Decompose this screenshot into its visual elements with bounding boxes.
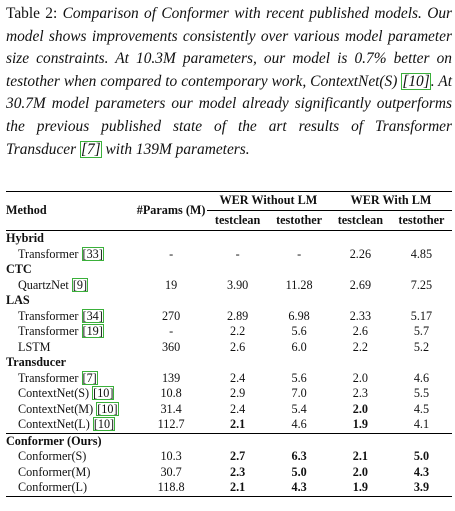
- table-row: [6, 324, 452, 340]
- table-row: [6, 465, 452, 481]
- method-name: ContextNet(S): [18, 386, 90, 400]
- method-cell: [6, 340, 135, 356]
- method-name: ContextNet(M): [18, 401, 94, 416]
- method-cell: [6, 449, 135, 465]
- params-cell: -: [169, 246, 174, 261]
- reference-link[interactable]: [10]: [93, 417, 115, 431]
- params-cell: 10.8: [160, 386, 182, 400]
- method-cell: [6, 278, 135, 294]
- params-cell: 30.7: [160, 464, 182, 479]
- table-row: [6, 371, 452, 387]
- method-cell: [6, 324, 135, 340]
- table-row: [6, 480, 452, 496]
- table-row: [6, 340, 452, 356]
- method-cell: [6, 465, 135, 481]
- caption-text-1: Comparison of Conformer with recent published models. Our model shows improvements consistently over various model parameter size constraints. At 10.3M parameters, our model is 0.7% better on testother when compared to contemporary work, ContextNet(S): [6, 5, 452, 90]
- wer-lm-testclean: 2.0: [352, 464, 368, 479]
- params-cell: 31.4: [160, 401, 182, 416]
- method-cell: [6, 247, 135, 263]
- table-row: [6, 247, 452, 263]
- group-label: Transducer: [6, 355, 67, 369]
- wer-nolm-testother: 5.4: [291, 401, 307, 416]
- wer-lm-testclean: 2.1: [352, 449, 368, 463]
- wer-nolm-testother: 5.0: [291, 464, 307, 479]
- method-name: Conformer(M): [18, 464, 91, 479]
- caption-text-2: . At 30.7M model parameters our model already significantly outperforms the previous published state of the art results of Transformer Transducer: [6, 72, 452, 158]
- table-row: [6, 417, 452, 433]
- wer-nolm-testclean: 2.3: [229, 464, 246, 479]
- reference-link[interactable]: [10]: [97, 401, 118, 416]
- method-name: Conformer(S): [18, 449, 87, 463]
- wer-lm-testother: 4.6: [413, 370, 430, 385]
- group-label: CTC: [6, 262, 32, 276]
- wer-nolm-testother: 6.3: [291, 449, 307, 463]
- method-name: Transformer: [18, 308, 79, 323]
- wer-nolm-testother: 5.6: [291, 324, 307, 338]
- method-name: Transformer: [18, 246, 79, 261]
- table-header: [6, 192, 452, 231]
- wer-nolm-testclean: 2.9: [229, 386, 246, 400]
- header-wer-with-lm: WER With LM: [330, 192, 452, 211]
- params-cell: 270: [161, 308, 181, 323]
- group-label: Hybrid: [6, 231, 452, 247]
- group-label: LAS: [6, 293, 30, 307]
- group-label: Conformer (Ours): [6, 433, 452, 449]
- citation-link-10[interactable]: [10]: [402, 72, 430, 90]
- method-name: Transformer: [18, 324, 79, 338]
- wer-nolm-testother: 4.6: [291, 417, 307, 431]
- wer-lm-testclean: 1.9: [330, 480, 391, 496]
- wer-lm-testother: 4.5: [413, 401, 430, 416]
- wer-nolm-testclean: 2.1: [207, 480, 268, 496]
- wer-lm-testother: 4.85: [410, 246, 433, 261]
- reference-link[interactable]: [19]: [82, 324, 103, 338]
- table-row: [6, 278, 452, 294]
- method-name: ContextNet(L): [18, 417, 90, 431]
- wer-nolm-testclean: -: [235, 246, 240, 261]
- params-cell: 112.7: [157, 417, 185, 431]
- reference-link[interactable]: [7]: [82, 370, 97, 385]
- caption-prefix: Table 2:: [6, 5, 58, 22]
- wer-lm-testother: 4.1: [413, 417, 430, 431]
- params-cell: 118.8: [135, 480, 207, 496]
- wer-lm-testclean: 2.3: [352, 386, 368, 400]
- params-cell: 10.3: [160, 449, 182, 463]
- method-cell: [6, 417, 135, 433]
- wer-lm-testother: 5.5: [413, 386, 430, 400]
- params-cell: 139: [161, 370, 181, 385]
- wer-nolm-testother: 7.0: [291, 386, 307, 400]
- wer-nolm-testother: 11.28: [285, 277, 313, 292]
- wer-nolm-testother: -: [297, 246, 302, 261]
- method-name: Transformer: [18, 370, 79, 385]
- wer-lm-testother: 5.2: [413, 339, 430, 354]
- table-body: [6, 231, 452, 497]
- reference-link[interactable]: [34]: [82, 308, 103, 323]
- wer-lm-testother: 5.17: [410, 308, 433, 323]
- wer-nolm-testclean: 2.89: [226, 308, 249, 323]
- method-cell: [6, 371, 135, 387]
- wer-lm-testclean: 2.26: [349, 246, 372, 261]
- wer-nolm-testother: 6.0: [291, 339, 307, 354]
- reference-link[interactable]: [10]: [93, 386, 114, 400]
- method-cell: [6, 386, 135, 402]
- wer-nolm-testclean: 2.4: [229, 401, 246, 416]
- citation-link-7[interactable]: [7]: [80, 140, 101, 158]
- wer-lm-testclean: 2.0: [352, 370, 368, 385]
- wer-lm-testother: 3.9: [391, 480, 452, 496]
- header-testother: testother: [398, 212, 445, 227]
- method-name: Conformer(L): [18, 480, 88, 494]
- wer-nolm-testother: 4.3: [268, 480, 330, 496]
- wer-lm-testclean: 2.2: [352, 339, 368, 354]
- wer-lm-testother: 4.3: [413, 464, 430, 479]
- header-testother: testother: [276, 212, 323, 227]
- method-cell: [6, 402, 135, 418]
- caption-text-3: with 139M parameters.: [105, 140, 250, 158]
- wer-lm-testother: 5.0: [413, 449, 430, 463]
- reference-link[interactable]: [9]: [72, 277, 88, 292]
- header-params: #Params (M): [135, 192, 207, 231]
- header-method: Method: [6, 192, 135, 231]
- table-row: [6, 386, 452, 402]
- wer-lm-testother: 5.7: [413, 324, 430, 338]
- wer-nolm-testclean: 2.6: [229, 339, 246, 354]
- header-testclean: testclean: [337, 212, 384, 227]
- reference-link[interactable]: [33]: [82, 246, 103, 261]
- wer-nolm-testclean: 2.2: [229, 324, 246, 338]
- method-name: QuartzNet: [18, 277, 69, 292]
- table-row: [6, 402, 452, 418]
- table-caption: [6, 3, 452, 161]
- method-cell: [6, 309, 135, 325]
- header-testclean: testclean: [214, 212, 261, 227]
- wer-lm-testclean: 2.0: [352, 401, 368, 416]
- wer-lm-testother: 7.25: [410, 277, 433, 292]
- params-cell: 360: [161, 339, 181, 354]
- results-table: [6, 191, 452, 497]
- wer-nolm-testclean: 2.7: [229, 449, 246, 463]
- wer-lm-testclean: 2.6: [352, 324, 368, 338]
- params-cell: -: [169, 324, 174, 338]
- wer-lm-testclean: 2.69: [349, 277, 372, 292]
- table-row: [6, 309, 452, 325]
- wer-lm-testclean: 2.33: [349, 308, 372, 323]
- wer-nolm-testclean: 2.1: [229, 417, 246, 431]
- table-row: [6, 449, 452, 465]
- wer-nolm-testother: 6.98: [288, 308, 310, 323]
- params-cell: 19: [165, 277, 178, 292]
- wer-lm-testclean: 1.9: [352, 417, 368, 431]
- wer-nolm-testclean: 3.90: [226, 277, 249, 292]
- method-name: LSTM: [18, 339, 51, 354]
- wer-nolm-testclean: 2.4: [229, 370, 246, 385]
- method-cell: [6, 480, 135, 496]
- header-wer-without-lm: WER Without LM: [207, 192, 330, 211]
- wer-nolm-testother: 5.6: [291, 370, 307, 385]
